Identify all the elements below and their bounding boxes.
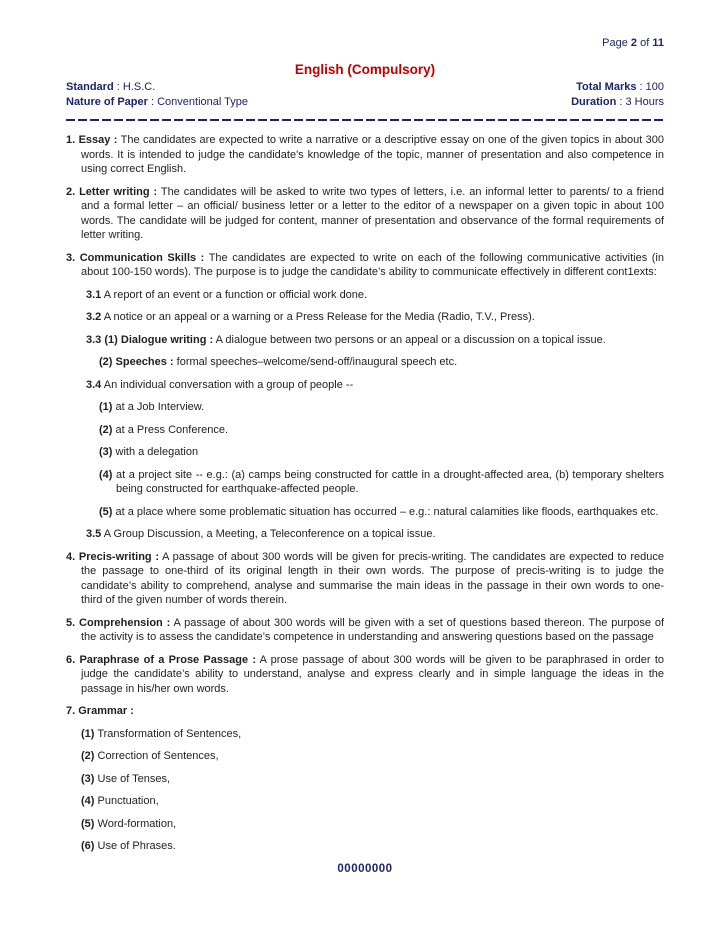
- sub-part-number: (1): [99, 401, 113, 413]
- sub-part-text: at a Press Conference.: [115, 423, 229, 436]
- item-number: 1.: [66, 134, 76, 146]
- sub-item-text: A report of an event or a function or official work done.: [103, 288, 368, 301]
- duration-row: [571, 95, 664, 110]
- grammar-part-2: [81, 749, 664, 764]
- item-label: Precis-writing :: [78, 550, 160, 563]
- item-label: Communication Skills :: [79, 251, 205, 264]
- sub-part-text: with a delegation: [115, 446, 199, 458]
- page-label: Page: [602, 37, 628, 49]
- sub-part-number: (2): [81, 750, 95, 762]
- page-total: 11: [652, 37, 664, 49]
- sub-part-number: (1): [104, 333, 118, 346]
- item-text: A passage of about 300 words will be given for precis-writing. The candidates are expected to reduce the passage to one-third of its original length in their own words. The purpose of precis-writing is to judge the candidate’s ability to comprehend, analyse and summarise the main ideas in the passage in their own words to one-third of the given number of words therein.: [81, 550, 665, 606]
- item-number: 4.: [66, 550, 76, 563]
- syllabus-item-essay: [66, 133, 664, 177]
- sub-part-text: A dialogue between two persons or an appeal or a discussion on a topical issue.: [215, 333, 606, 346]
- syllabus-item-paraphrase: [66, 653, 664, 697]
- sub-part-number: (2): [99, 423, 113, 436]
- document-header: [66, 80, 664, 109]
- sub-item-3-3: [86, 333, 664, 348]
- item-text: A prose passage of about 300 words will be given to be paraphrased in order to judge the candidate’s ability to understand, analyse and express clearly and in simple language the ideas in the passage in his/her own words.: [81, 653, 664, 695]
- grammar-part-1: [81, 727, 664, 742]
- syllabus-item-letter-writing: [66, 185, 664, 243]
- sub-part-number: (6): [81, 840, 95, 852]
- sub-part-label: Dialogue writing :: [120, 333, 214, 346]
- sub-part-text: at a project site -- e.g.: (a) camps being constructed for cattle in a drought-affected area, (b) temporary shelters being constructed for earthquake-affected people.: [116, 468, 664, 495]
- total-marks-row: [571, 80, 664, 95]
- item-label: Comprehension :: [79, 616, 171, 629]
- sub-part-number: (1): [81, 727, 95, 740]
- sub-item-3-4-part-3: [99, 445, 664, 460]
- item-number: 3.: [66, 251, 76, 264]
- sub-item-text: An individual conversation with a group of people --: [103, 378, 354, 391]
- item-label: Essay :: [78, 134, 118, 146]
- nature-of-paper-row: [66, 95, 248, 110]
- sub-item-3-2: [86, 310, 664, 325]
- sub-item-number: 3.1: [86, 288, 102, 301]
- sub-item-3-4: [86, 378, 664, 393]
- sub-part-text: at a Job Interview.: [115, 401, 205, 413]
- sub-part-number: (3): [81, 772, 95, 785]
- sub-part-text: Transformation of Sentences,: [97, 727, 242, 740]
- sub-part-number: (4): [81, 795, 95, 807]
- sub-part-number: (5): [81, 817, 95, 830]
- sub-item-text: A notice or an appeal or a warning or a Press Release for the Media (Radio, T.V., Press).: [103, 311, 535, 323]
- item-number: 5.: [66, 616, 76, 629]
- duration-value: : 3 Hours: [619, 95, 664, 108]
- grammar-part-5: [81, 817, 664, 832]
- sub-part-number: (4): [99, 468, 113, 481]
- sub-part-text: Use of Phrases.: [97, 840, 176, 852]
- sub-item-3-5: [86, 527, 664, 542]
- sub-part-number: (3): [99, 446, 113, 458]
- total-marks-value: : 100: [639, 81, 664, 93]
- sub-item-text: A Group Discussion, a Meeting, a Teleconference on a topical issue.: [103, 528, 436, 540]
- nature-of-paper-value: : Conventional Type: [150, 95, 249, 108]
- grammar-part-3: [81, 772, 664, 787]
- standard-value: : H.S.C.: [116, 81, 156, 93]
- standard-label: Standard: [66, 81, 114, 93]
- item-text: The candidates will be asked to write two types of letters, i.e. an informal letter to parents/ to a friend and a formal letter – an official/ business letter or a letter to the editor of a newspaper on a given topic in about 100 words. The candidate will be judged for content, manner of presentation and observance of the formal requirements of letter writing.: [81, 185, 664, 241]
- item-number: 6.: [66, 653, 76, 666]
- item-number: 2.: [66, 185, 76, 198]
- item-label: Paraphrase of a Prose Passage :: [79, 653, 256, 666]
- item-text: A passage of about 300 words will be given with a set of questions based thereon. The purpose of the activity is to assess the candidate’s competence in understanding and answering questions based on the passage: [81, 616, 665, 643]
- item-label: Grammar :: [78, 705, 134, 717]
- sub-part-text: Correction of Sentences,: [97, 750, 219, 762]
- item-text: The candidates are expected to write on each of the following communicative activities (in about 100-150 words). The purpose is to judge the candidate’s ability to communicate effectively in different cont1exts:: [81, 251, 664, 278]
- sub-part-number: (2): [99, 356, 113, 368]
- syllabus-item-comprehension: [66, 616, 664, 645]
- syllabus-item-communication-skills: [66, 251, 664, 280]
- sub-item-3-4-part-4: [99, 468, 664, 497]
- header-divider: [66, 119, 664, 121]
- sub-item-3-4-part-2: [99, 423, 664, 438]
- item-label: Letter writing :: [79, 185, 158, 198]
- syllabus-item-precis-writing: [66, 550, 664, 608]
- end-of-section-mark: 00000000: [337, 862, 393, 875]
- page-indicator: [66, 36, 664, 51]
- sub-item-3-4-part-1: [99, 400, 664, 415]
- total-marks-label: Total Marks: [576, 81, 637, 93]
- sub-part-text: Word-formation,: [97, 817, 177, 830]
- page-of-label: of: [640, 37, 650, 49]
- syllabus-item-grammar: [66, 704, 664, 719]
- header-right-block: [571, 80, 664, 109]
- sub-item-number: 3.4: [86, 378, 102, 391]
- page-number: 2: [630, 37, 638, 49]
- duration-label: Duration: [571, 95, 617, 108]
- standard-row: [66, 80, 248, 95]
- nature-of-paper-label: Nature of Paper: [66, 95, 148, 108]
- page-title: English (Compulsory): [294, 61, 436, 77]
- sub-part-text: at a place where some problematic situation has occurred – e.g.: natural calamities like floods, earthquakes etc.: [115, 505, 659, 518]
- sub-part-label: Speeches :: [115, 356, 174, 368]
- sub-item-3-3-speeches: [99, 355, 664, 370]
- sub-item-number: 3.2: [86, 311, 102, 323]
- sub-item-3-1: [86, 288, 664, 303]
- item-number: 7.: [66, 705, 76, 717]
- header-left-block: [66, 80, 248, 109]
- item-text: The candidates are expected to write a narrative or a descriptive essay on one of the given topics in about 300 words. It is intended to judge the candidate's knowledge of the topic, manner of presentation and also competence in using correct English.: [81, 134, 664, 175]
- sub-item-number: 3.3: [86, 333, 102, 346]
- grammar-part-6: [81, 839, 664, 854]
- sub-item-3-4-part-5: [99, 505, 664, 520]
- sub-part-text: formal speeches–welcome/send-off/inaugural speech etc.: [176, 356, 458, 368]
- sub-item-number: 3.5: [86, 528, 102, 540]
- sub-part-number: (5): [99, 505, 113, 518]
- sub-part-text: Use of Tenses,: [97, 772, 171, 785]
- grammar-part-4: [81, 794, 664, 809]
- sub-part-text: Punctuation,: [97, 795, 159, 807]
